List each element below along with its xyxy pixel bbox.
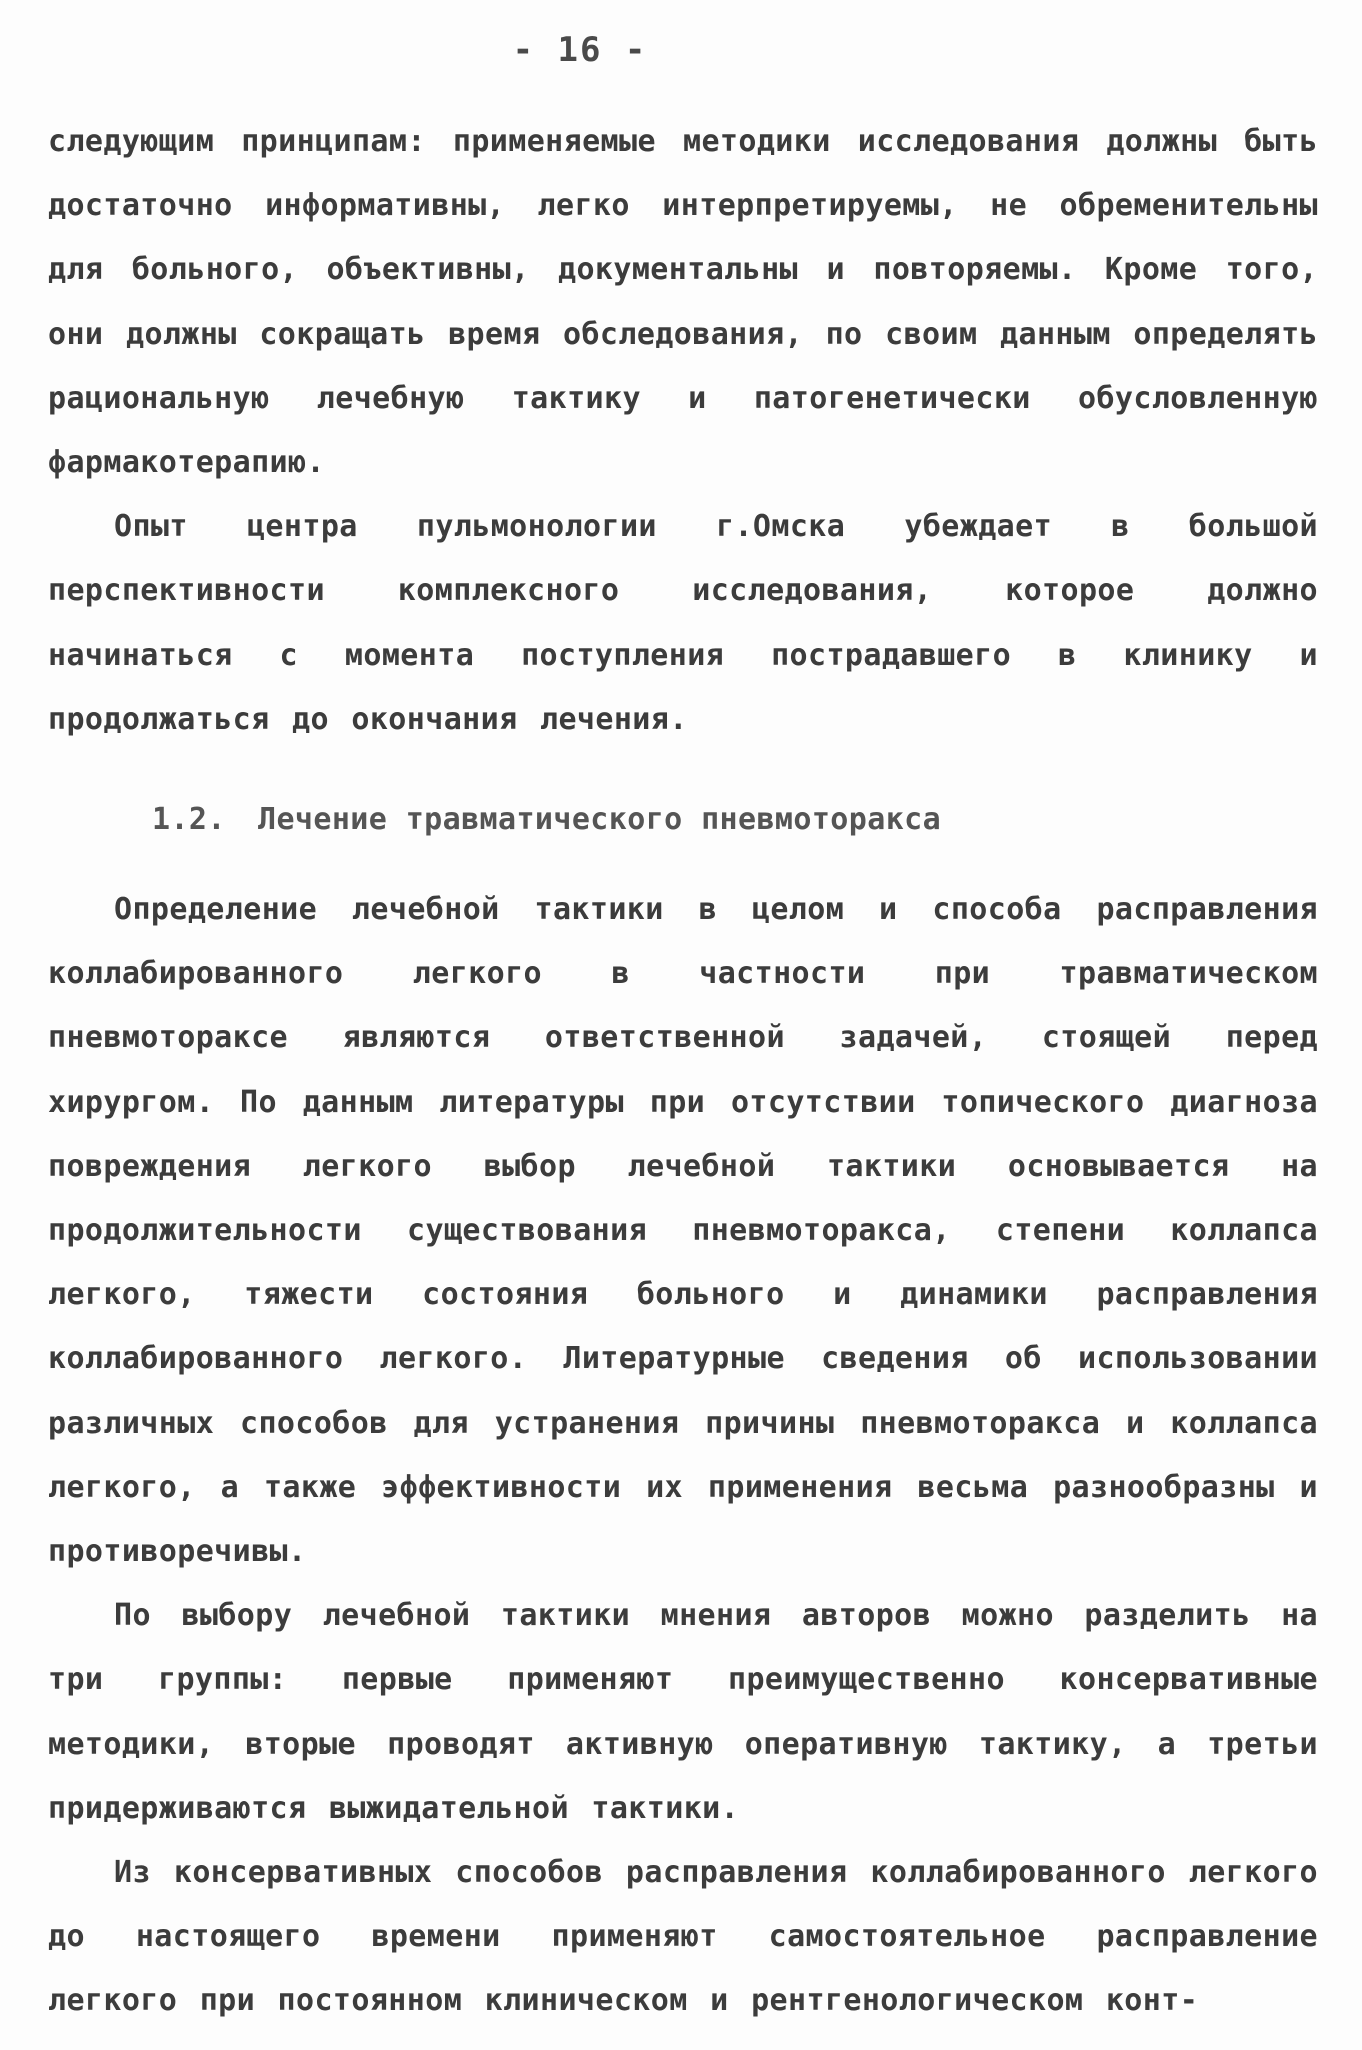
section-heading [48, 788, 1318, 852]
document-body [48, 110, 1318, 2034]
paragraph-conservative-methods: Из консервативных способов расправления коллабированного легкого до настоящего времени применяют самостоятельное расправление легкого при постоянном клиническом и рентгенологическом конт- [48, 1855, 1318, 2019]
paragraph-tactics-definition: Определение лечебной тактики в целом и способа расправления коллабированного легкого в частности при травматическом пневмотораксе являются ответственной задачей, стоящей перед хирургом. По данным литературы при отсутствии топического диагноза повреждения легкого выбор лечебной тактики основывается на продолжительности существования пневмоторакса, степени коллапса легкого, тяжести состояния больного и динамики расправления коллабированного легкого. Литературные сведения об использовании различных способов для устранения причины пневмоторакса и коллапса легкого, а также эффективности их применения весьма разнообразны и противоречивы. [48, 892, 1318, 1570]
paragraph-author-groups: По выбору лечебной тактики мнения авторов можно разделить на три группы: первые применяют преимущественно консервативные методики, вторые проводят активную оперативную тактику, а третьи придерживаются выжидательной тактики. [48, 1598, 1318, 1826]
paragraph-principles: следующим принципам: применяемые методики исследования должны быть достаточно информативны, легко интерпретируемы, не обременительны для больного, объективны, документальны и повторяемы. Кроме того, они должны сокращать время обследования, по своим данным определять рациональную лечебную тактику и патогенетически обусловленную фармакотерапию. [48, 124, 1318, 481]
section-number: 1.2. [152, 802, 226, 838]
paragraph-omsk-experience: Опыт центра пульмонологии г.Омска убеждает в большой перспективности комплексного исследования, которое должно начинаться с момента поступления пострадавшего в клинику и продолжаться до окончания лечения. [48, 509, 1318, 737]
section-title: Лечение травматического пневмоторакса [258, 802, 942, 838]
page-number: - 16 - [512, 30, 648, 70]
